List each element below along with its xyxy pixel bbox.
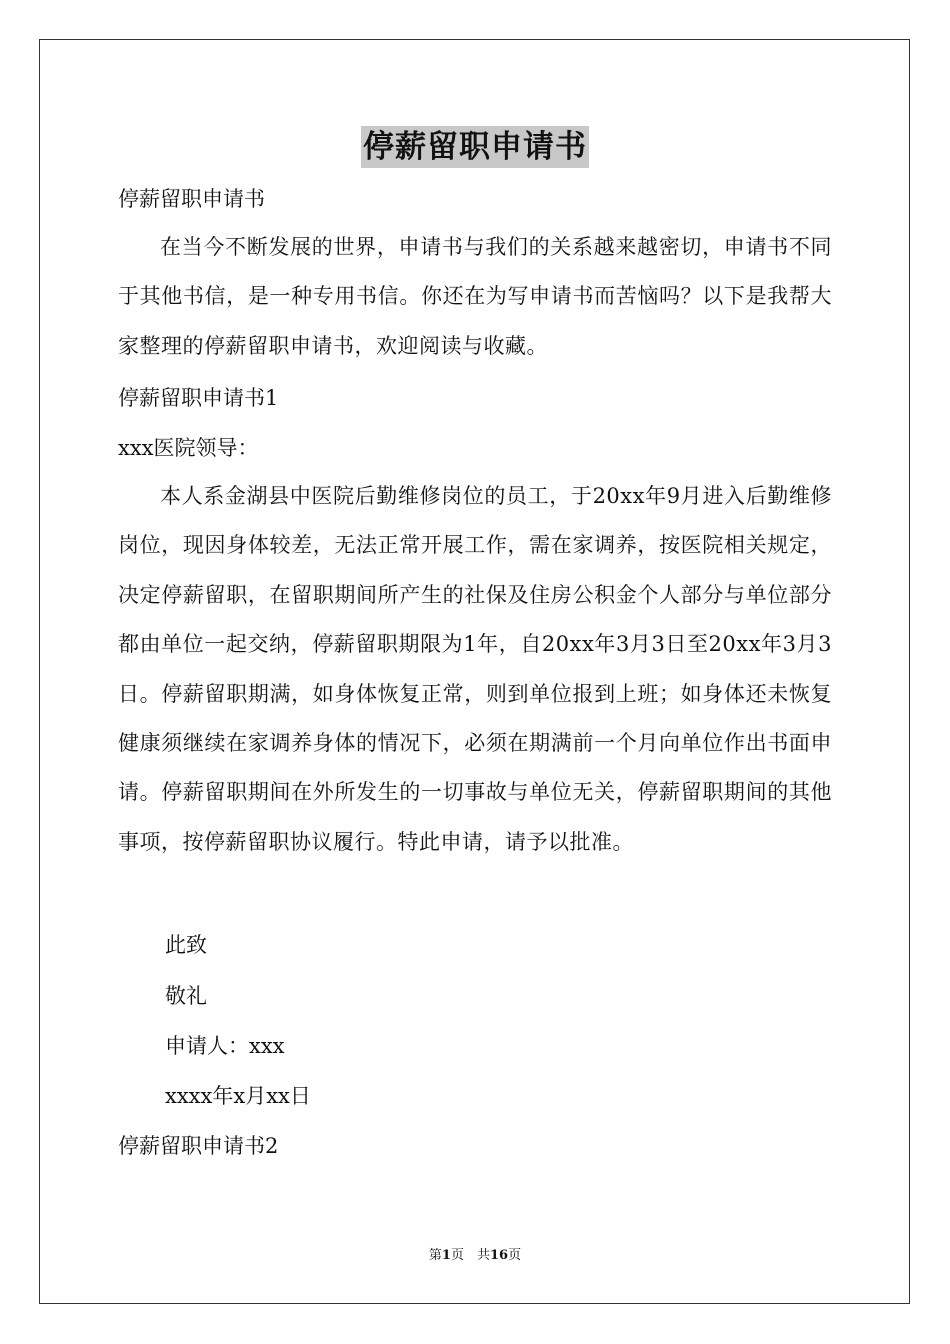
closing-ci-zhi: 此致 <box>165 933 207 957</box>
salutation: xxx医院领导： <box>118 436 259 460</box>
applicant-line: 申请人：xxx <box>165 1034 285 1058</box>
title-container <box>0 126 950 168</box>
section-2-heading: 停薪留职申请书2 <box>118 1134 279 1158</box>
section-1-heading: 停薪留职申请书1 <box>118 386 279 410</box>
footer-mid: 页 共 <box>450 1248 490 1263</box>
intro-paragraph: 在当今不断发展的世界，申请书与我们的关系越来越密切，申请书不同于其他书信，是一种专用书信。你还在为写申请书而苦恼吗？以下是我帮大家整理的停薪留职申请书，欢迎阅读与收藏。 <box>118 235 832 358</box>
document-title: 停薪留职申请书 <box>361 126 589 168</box>
footer-page-number: 1 <box>441 1248 451 1263</box>
body-paragraph: 本人系金湖县中医院后勤维修岗位的员工，于20xx年9月进入后勤维修岗位，现因身体较差，无法正常开展工作，需在家调养，按医院相关规定，决定停薪留职，在留职期间所产生的社保及住房公积金个人部分与单位部分都由单位一起交纳，停薪留职期限为1年，自20xx年3月3日至20xx年3月3日。停薪留职期满，如身体恢复正常，则到单位报到上班；如身体还未恢复健康须继续在家调养身体的情况下，必须在期满前一个月向单位作出书面申请。停薪留职期间在外所发生的一切事故与单位无关，停薪留职期间的其他事项，按停薪留职协议履行。特此申请，请予以批准。 <box>118 484 832 854</box>
closing-jing-li: 敬礼 <box>165 984 207 1008</box>
page-footer <box>0 1247 950 1265</box>
footer-prefix: 第 <box>428 1248 442 1263</box>
subtitle: 停薪留职申请书 <box>118 187 265 211</box>
footer-total-pages: 16 <box>489 1248 509 1263</box>
date-line: xxxx年x月xx日 <box>165 1084 311 1108</box>
footer-suffix: 页 <box>508 1248 522 1263</box>
